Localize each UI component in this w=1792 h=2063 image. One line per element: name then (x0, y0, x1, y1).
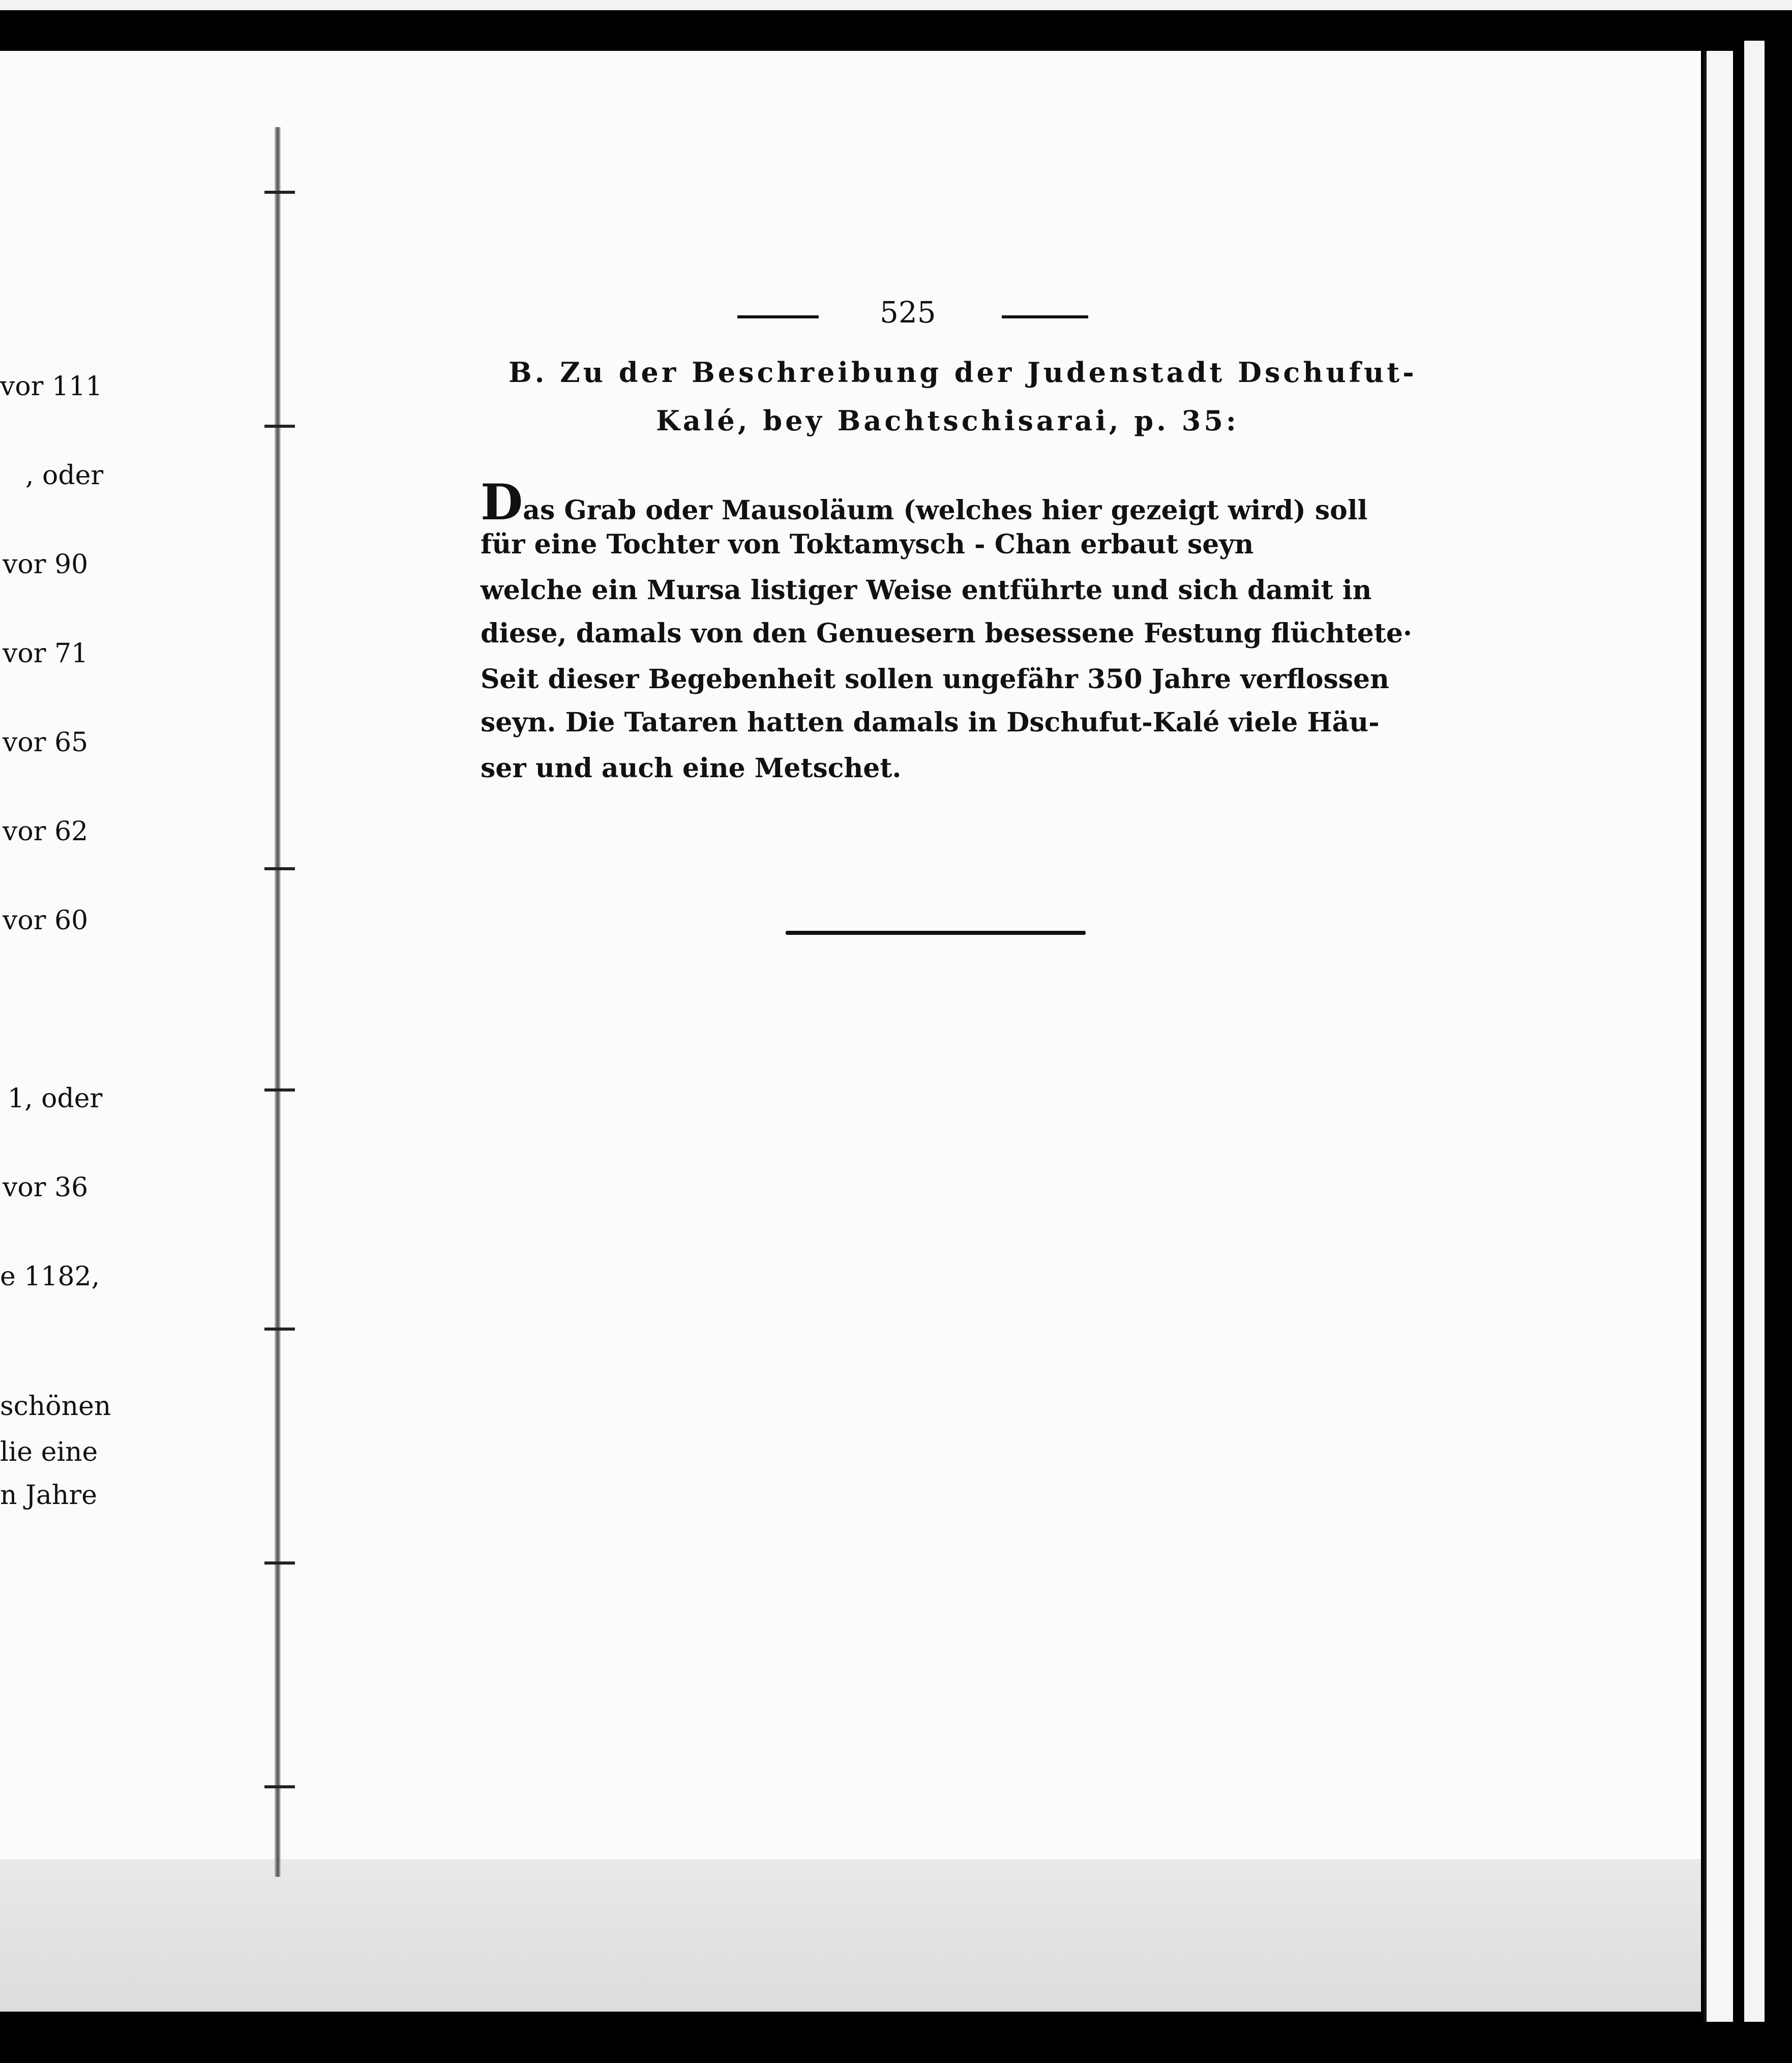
body-line: für eine Tochter von Toktamysch - Chan erbaut seyn (481, 529, 1254, 560)
section-end-rule (786, 931, 1086, 935)
page-number-header (737, 295, 1093, 341)
left-page-fragment: vor 65 (3, 727, 88, 758)
left-page-fragment: vor 111 (0, 371, 103, 402)
binding-thread (275, 127, 281, 1877)
right-page-edge (1704, 51, 1733, 2024)
body-line-text: as Grab oder Mausoläum (welches hier gezeigt wird) soll (523, 495, 1368, 526)
left-page-fragment: vor 71 (3, 638, 88, 669)
binding-stitch (264, 191, 295, 194)
body-line: diese, damals von den Genuesern besessene Festung flüchtete· (481, 618, 1413, 649)
left-page-fragment: schönen (0, 1391, 111, 1422)
binding-stitch (264, 867, 295, 870)
binding-stitch (264, 1088, 295, 1092)
left-page-fragment: e 1182, (0, 1261, 100, 1292)
left-page-fragment: lie eine (0, 1437, 98, 1467)
bottom-black-band (0, 2022, 1792, 2063)
binding-stitch (264, 1785, 295, 1788)
left-page-fragment: n Jahre (0, 1480, 97, 1511)
binding-stitch (264, 1328, 295, 1331)
body-line: welche ein Mursa listiger Weise entführte und sich damit in (481, 575, 1372, 606)
page-number-dash-left (737, 315, 819, 318)
body-line: Seit dieser Begebenheit sollen ungefähr 350 Jahre verflossen (481, 664, 1389, 695)
left-page-fragment: 1, oder (8, 1083, 103, 1114)
binding-stitch (264, 425, 295, 428)
left-page-fragment: vor 62 (3, 816, 88, 847)
left-page-fragment: vor 36 (3, 1172, 88, 1203)
page-number-dash-right (1002, 315, 1088, 318)
section-heading-line-1: B. Zu der Beschreibung der Judenstadt Dschufut- (509, 356, 1417, 389)
body-line: ser und auch eine Metschet. (481, 753, 902, 784)
body-line (481, 474, 1368, 531)
left-page-fragment: , oder (25, 460, 104, 491)
left-page-fragment: vor 90 (3, 549, 88, 580)
right-outer-edge (1744, 41, 1765, 2024)
page-number: 525 (880, 295, 936, 330)
body-line: seyn. Die Tataren hatten damals in Dschufut-Kalé viele Häu- (481, 707, 1380, 738)
binding-stitch (264, 1561, 295, 1565)
left-page-fragment: vor 60 (3, 905, 88, 936)
bottom-page-edge (0, 1859, 1701, 2012)
section-heading-line-2: Kalé, bey Bachtschisarai, p. 35: (656, 404, 1239, 437)
top-paper-strip (0, 0, 1792, 10)
drop-cap: D (481, 474, 523, 531)
